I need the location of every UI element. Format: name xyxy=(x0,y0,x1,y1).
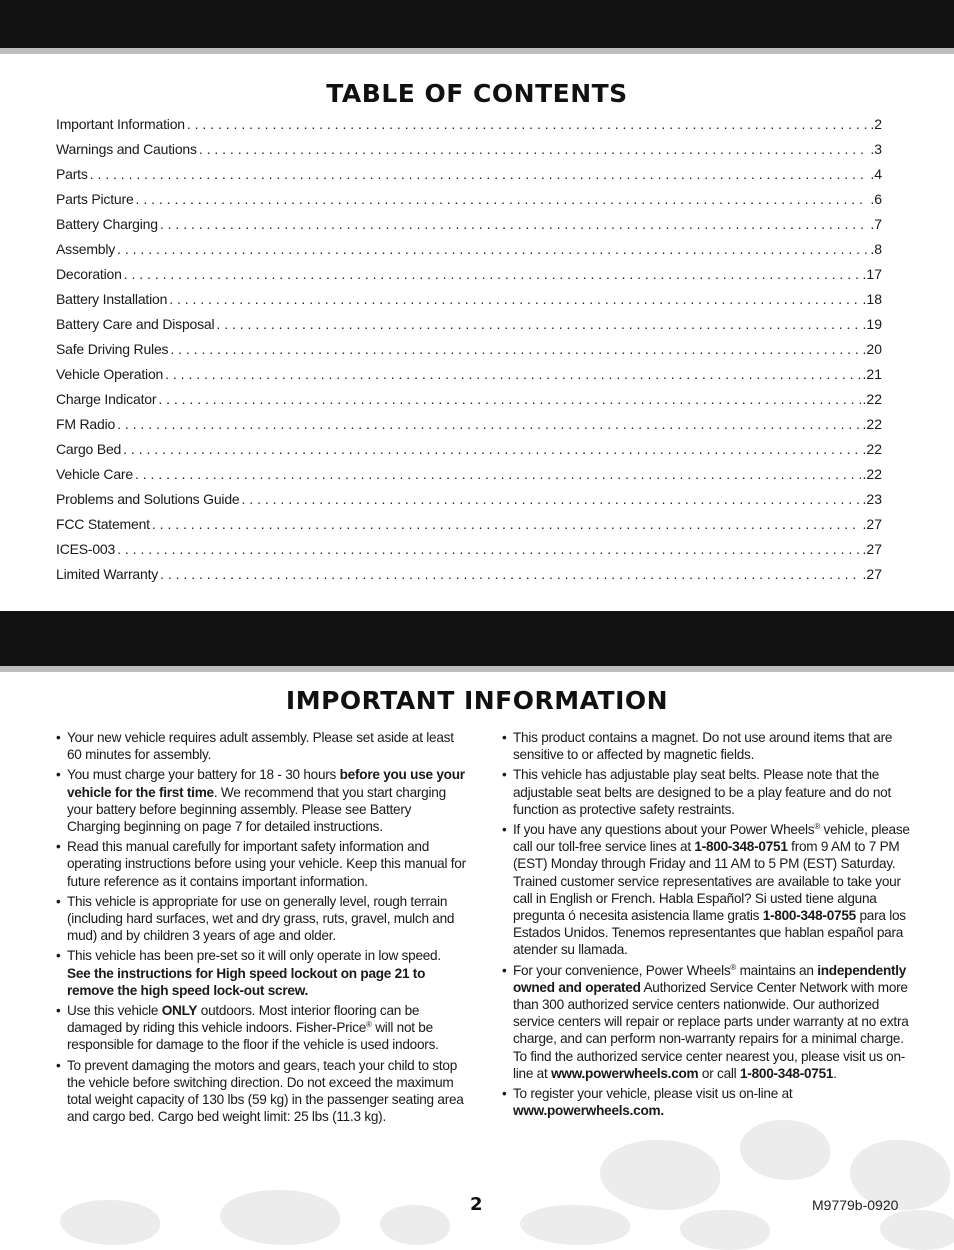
toc-entry-page: .20 xyxy=(862,341,882,357)
toc-entry-label: Problems and Solutions Guide xyxy=(56,491,240,507)
info-left-column xyxy=(56,729,466,1128)
toc-leader-dots xyxy=(136,187,869,212)
toc-entry-label: Parts Picture xyxy=(56,191,134,207)
toc-entry-page: .27 xyxy=(862,541,882,557)
toc-entry-page: .3 xyxy=(870,141,882,157)
toc-leader-dots xyxy=(135,462,861,487)
info-right-column xyxy=(502,729,910,1122)
toc-entry xyxy=(56,487,882,512)
toc-leader-dots xyxy=(199,137,869,162)
toc-leader-dots xyxy=(170,337,860,362)
toc-entry-page: .7 xyxy=(870,216,882,232)
toc-entry xyxy=(56,262,882,287)
toc-entry xyxy=(56,187,882,212)
toc-entry xyxy=(56,462,882,487)
header-band xyxy=(0,0,954,48)
toc-entry-page: .8 xyxy=(870,241,882,257)
list-item: • This vehicle has been pre-set so it will only operate in low speed. See the instructions for High speed lockout on page 21 to remove the high speed lock-out screw. xyxy=(56,947,466,999)
toc-entry xyxy=(56,437,882,462)
page-number: 2 xyxy=(470,1194,483,1215)
toc-entry xyxy=(56,162,882,187)
toc-entry-page: .6 xyxy=(870,191,882,207)
toc-entry-label: Warnings and Cautions xyxy=(56,141,197,157)
toc-entry-page: .22 xyxy=(862,416,882,432)
toc-leader-dots xyxy=(152,512,861,537)
toc-entry-label: FCC Statement xyxy=(56,516,150,532)
toc-entry-page: .18 xyxy=(862,291,882,307)
section-band-shadow xyxy=(0,666,954,672)
toc-leader-dots xyxy=(117,237,868,262)
toc-entry-label: Battery Installation xyxy=(56,291,168,307)
toc-entry xyxy=(56,362,882,387)
toc-entry-label: Charge Indicator xyxy=(56,391,157,407)
toc-entry-label: ICES-003 xyxy=(56,541,116,557)
toc-leader-dots xyxy=(242,487,861,512)
toc-leader-dots xyxy=(187,112,868,137)
toc-leader-dots xyxy=(117,412,860,437)
important-info-title: IMPORTANT INFORMATION xyxy=(285,686,669,715)
toc-entry-page: .22 xyxy=(862,466,882,482)
toc-entry-label: Safe Driving Rules xyxy=(56,341,169,357)
toc-entry-page: .19 xyxy=(862,316,882,332)
list-item: • Your new vehicle requires adult assembly. Please set aside at least 60 minutes for assembly. xyxy=(56,729,466,763)
list-item: • If you have any questions about your Power Wheels® vehicle, please call our toll-free service lines at 1-800-348-0751 from 9 AM to 7 PM (EST) Monday through Friday and 11 AM to 5 PM (EST) Saturday. Trained customer service representatives are available to take your call in English or French. Habla Español? Si usted tiene alguna pregunta ó necesita asistencia llame gratis 1-800-348-0755 para los Estados Unidos. Tenemos representantes que hablan español para atender su llamada. xyxy=(502,821,910,959)
toc-entry-label: Vehicle Care xyxy=(56,466,133,482)
toc-entry-page: .22 xyxy=(862,391,882,407)
toc-entry xyxy=(56,312,882,337)
toc-leader-dots xyxy=(160,212,868,237)
toc-entry xyxy=(56,287,882,312)
toc-entry-label: FM Radio xyxy=(56,416,116,432)
toc-title: TABLE OF CONTENTS xyxy=(326,79,628,108)
list-item: • You must charge your battery for 18 - 30 hours before you use your vehicle for the first time. We recommend that you start charging your battery before beginning assembly. Please see Battery Charging beginning on page 7 for detailed instructions. xyxy=(56,766,466,835)
toc-entry-label: Battery Care and Disposal xyxy=(56,316,215,332)
document-code: M9779b-0920 xyxy=(812,1197,899,1213)
toc-entry-page: .2 xyxy=(870,116,882,132)
toc-entry-label: Decoration xyxy=(56,266,122,282)
toc-entry-page: .27 xyxy=(862,566,882,582)
toc-entry xyxy=(56,212,882,237)
toc-entry-label: Parts xyxy=(56,166,88,182)
toc-entry-page: .27 xyxy=(862,516,882,532)
list-item: • Read this manual carefully for important safety information and operating instructions before using your vehicle. Keep this manual for future reference as it contains important information. xyxy=(56,838,466,890)
toc-entry xyxy=(56,137,882,162)
toc-leader-dots xyxy=(216,312,860,337)
list-item: • To prevent damaging the motors and gears, teach your child to stop the vehicle before switching direction. Do not exceed the maximum total weight capacity of 130 lbs (59 kg) in the passenger seating area and cargo bed. Cargo bed weight limit: 25 lbs (11.3 kg). xyxy=(56,1057,466,1126)
toc-entry xyxy=(56,387,882,412)
toc-entry xyxy=(56,237,882,262)
toc-entry xyxy=(56,562,882,587)
toc-entry-label: Vehicle Operation xyxy=(56,366,164,382)
list-item: • To register your vehicle, please visit us on-line at www.powerwheels.com. xyxy=(502,1085,910,1119)
toc-entry-label: Limited Warranty xyxy=(56,566,159,582)
list-item: • This vehicle is appropriate for use on generally level, rough terrain (including hard surfaces, wet and dry grass, ruts, gravel, mulch and mud) and by children 3 years of age and older. xyxy=(56,893,466,945)
list-item: • This product contains a magnet. Do not use around items that are sensitive to or affected by magnetic fields. xyxy=(502,729,910,763)
toc-leader-dots xyxy=(117,537,860,562)
list-item: • This vehicle has adjustable play seat belts. Please note that the adjustable seat belts are designed to be a play feature and do not function as protective safety restraints. xyxy=(502,766,910,818)
toc-entry xyxy=(56,537,882,562)
toc-entry-page: .4 xyxy=(870,166,882,182)
toc-entry xyxy=(56,512,882,537)
toc-leader-dots xyxy=(169,287,860,312)
toc-entry-label: Battery Charging xyxy=(56,216,158,232)
toc-entry-page: .21 xyxy=(862,366,882,382)
toc-leader-dots xyxy=(160,562,860,587)
table-of-contents xyxy=(56,112,882,587)
toc-entry-page: .22 xyxy=(862,441,882,457)
header-band-shadow xyxy=(0,48,954,54)
toc-entry-page: .23 xyxy=(862,491,882,507)
toc-leader-dots xyxy=(90,162,869,187)
toc-entry-label: Assembly xyxy=(56,241,116,257)
toc-entry-page: .17 xyxy=(862,266,882,282)
website-link[interactable]: www.powerwheels.com. xyxy=(513,1103,664,1119)
toc-entry xyxy=(56,337,882,362)
toc-entry xyxy=(56,112,882,137)
toc-leader-dots xyxy=(124,262,861,287)
website-link[interactable]: www.powerwheels.com xyxy=(551,1065,699,1081)
toc-leader-dots xyxy=(123,437,860,462)
list-item: • For your convenience, Power Wheels® maintains an independently owned and operated Authorized Service Center Network with more than 300 authorized service centers nationwide. Our authorized service centers will repair or replace parts under warranty at no extra charge, and can perform non-warranty repairs for a minimal charge. To find the authorized service center nearest you, please visit us on-line at www.powerwheels.com or call 1-800-348-0751. xyxy=(502,962,910,1082)
toc-leader-dots xyxy=(165,362,860,387)
section-band xyxy=(0,611,954,666)
toc-entry-label: Important Information xyxy=(56,116,185,132)
toc-entry-label: Cargo Bed xyxy=(56,441,122,457)
toc-entry xyxy=(56,412,882,437)
toc-leader-dots xyxy=(158,387,860,412)
list-item: • Use this vehicle ONLY outdoors. Most interior flooring can be damaged by riding this vehicle indoors. Fisher-Price® will not be responsible for damage to the floor if the vehicle is used indoors. xyxy=(56,1002,466,1054)
